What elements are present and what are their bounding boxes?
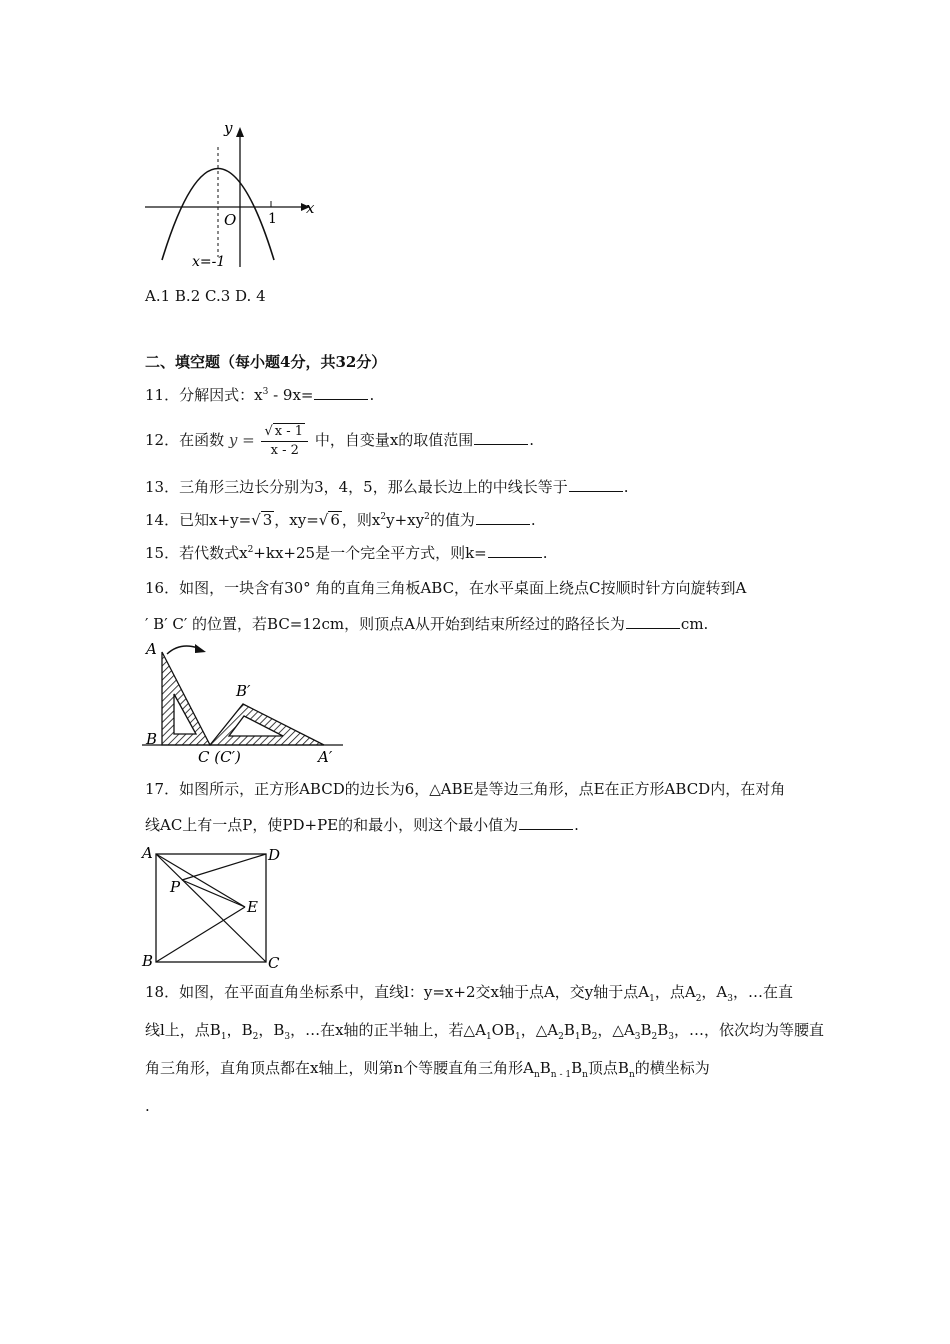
label-a: A: [142, 844, 153, 862]
segment-pe: [182, 880, 245, 907]
q18-text: B: [580, 1021, 592, 1039]
q18-sub: n: [533, 1070, 540, 1080]
question-18-line1: [145, 982, 793, 1002]
q15-pre: 15．若代数式x: [145, 544, 248, 562]
q18-text: 角三角形，直角顶点都在x轴上，则第n个等腰直角三角形A: [145, 1059, 534, 1077]
q10-options: A.1 B.2 C.3 D. 4: [145, 287, 266, 305]
segment-pd: [182, 854, 266, 880]
label-a-prime: A′: [318, 748, 333, 766]
q18-sub: 2: [591, 1032, 598, 1042]
q12-y: y =: [228, 431, 255, 449]
q18-text: ，B: [258, 1021, 285, 1039]
question-17-line2: [145, 815, 579, 835]
q14-mid: ，xy=: [274, 511, 319, 529]
q18-text: B: [539, 1059, 551, 1077]
triangle-rotation-figure: [140, 638, 350, 768]
label-a: A: [146, 640, 157, 658]
q18-text: 18．如图，在平面直角坐标系中，直线l：y=x+2交x轴于点A，交y轴于点A: [145, 983, 650, 1001]
question-18-line3: [145, 1058, 710, 1078]
q18-sub: n - 1: [550, 1070, 572, 1080]
q18-text: 顶点B: [587, 1059, 629, 1077]
rotation-arrow: [167, 646, 198, 654]
q18-sub: n: [582, 1070, 588, 1080]
answer-blank[interactable]: [569, 477, 623, 492]
q15-post: +kx+25是一个完全平方式，则k=: [253, 544, 487, 562]
q14-r1: 3: [262, 511, 273, 529]
q18-sub: 2: [695, 994, 702, 1004]
q18-text: B: [640, 1021, 652, 1039]
q11-pre: 11．分解因式：x: [145, 386, 263, 404]
q18-text: ，B: [226, 1021, 253, 1039]
triangle-abc: [162, 652, 210, 745]
question-11: [145, 385, 374, 405]
q18-text: B: [571, 1059, 583, 1077]
answer-blank[interactable]: [626, 614, 680, 629]
q14-end: .: [530, 511, 536, 529]
y-axis-arrow: [236, 127, 244, 137]
q18-text: ，A: [701, 983, 728, 1001]
q17-line2-pre: 线AC上有一点P，使PD+PE的和最小，则这个最小值为: [145, 816, 519, 834]
q18-text: ，△A: [597, 1021, 635, 1039]
q11-post: - 9x=: [268, 386, 314, 404]
q14-post: 的值为: [429, 511, 475, 529]
q12-post: 中，自变量x的取值范围: [314, 431, 474, 449]
q18-text: ，…在x轴的正半轴上，若△A: [290, 1021, 486, 1039]
q18-text: ，△A: [520, 1021, 559, 1039]
q18-sub: 2: [558, 1032, 564, 1042]
q11-end: .: [369, 386, 375, 404]
q18-sub: 1: [649, 994, 655, 1004]
q13-end: .: [623, 478, 629, 496]
label-d: D: [268, 846, 281, 864]
q14-mid3: y+xy: [386, 511, 425, 529]
q18-text: B: [657, 1021, 669, 1039]
answer-blank[interactable]: [519, 815, 573, 830]
q18-sub: 1: [574, 1032, 581, 1042]
question-16-line1: 16．如图，一块含有30° 角的直角三角板ABC，在水平桌面上绕点C按顺时针方向旋转到A: [145, 579, 747, 597]
question-14: 14．已知x+y=√ 3 ，xy=√ 6 ，则$x^2y+xy^2$的值为 .: [145, 511, 536, 529]
q18-sub: 3: [668, 1032, 675, 1042]
rotation-arrow-head: [195, 644, 206, 653]
question-18-line4: .: [145, 1097, 150, 1115]
q18-sub: 1: [485, 1032, 492, 1042]
answer-blank[interactable]: [474, 430, 528, 445]
q16-line2-end: cm.: [680, 615, 709, 633]
q18-text: OB: [491, 1021, 515, 1039]
q12-end: .: [529, 431, 535, 449]
question-16-line2: [145, 614, 708, 634]
q18-text: ，…，依次均为等腰直: [674, 1021, 825, 1039]
triangle-a2b2c2: [210, 704, 324, 745]
q18-sub: n: [628, 1070, 635, 1080]
label-origin: O: [224, 211, 237, 229]
q18-sub: 3: [727, 994, 733, 1004]
q15-sup: 2: [247, 545, 254, 555]
question-13: [145, 477, 629, 497]
label-b: B: [142, 952, 154, 970]
q14-mid2: ，则x: [341, 511, 381, 529]
q12-num: x - 1: [274, 423, 304, 439]
question-15: [145, 543, 548, 563]
q14-r2: 6: [330, 511, 340, 529]
q11-sup: 3: [262, 387, 269, 397]
label-b: B: [146, 730, 158, 748]
q18-sub: 1: [515, 1032, 521, 1042]
q14-pre: 14．已知x+y=: [145, 511, 252, 529]
q16-line2-pre: ′ B′ C′ 的位置，若BC=12cm，则顶点A从开始到结束所经过的路径长为: [145, 615, 625, 633]
parabola-figure: [140, 115, 325, 275]
question-18-line2: [145, 1020, 824, 1040]
q13-text: 13．三角形三边长分别为3，4，5，那么最长边上的中线长等于: [145, 478, 568, 496]
q18-text: 的横坐标为: [634, 1059, 710, 1077]
label-c: C (C′): [198, 748, 241, 766]
label-y: y: [224, 119, 233, 137]
label-x: x: [306, 199, 315, 217]
answer-blank[interactable]: [488, 543, 542, 558]
label-axis-eq: x=-1: [192, 254, 226, 270]
q15-end: .: [542, 544, 548, 562]
q18-text: ，…在直: [733, 983, 794, 1001]
q18-sub: 1: [220, 1032, 227, 1042]
answer-blank[interactable]: [476, 510, 530, 525]
question-12: [145, 418, 534, 462]
q14-s1: 2: [380, 512, 387, 522]
q18-sub: 2: [252, 1032, 259, 1042]
label-e: E: [247, 898, 258, 916]
q17-line2-end: .: [574, 816, 579, 834]
q18-text: ，点A: [654, 983, 696, 1001]
label-p: P: [170, 878, 181, 896]
q12-fraction: $\frac{√ x - 1}{x - 2}$: [261, 423, 308, 460]
q12-pre: 12．在函数: [145, 431, 225, 449]
q18-sub: 2: [651, 1032, 658, 1042]
q12-den: x - 2: [270, 442, 299, 458]
section-title: 二、填空题（每小题4分，共32分）: [145, 353, 387, 371]
segment-be: [156, 907, 245, 962]
label-b-prime: B′: [236, 682, 251, 700]
label-one: 1: [268, 211, 277, 227]
label-c: C: [268, 954, 280, 972]
q18-sub: 3: [284, 1032, 291, 1042]
q14-s2: 2: [424, 512, 430, 522]
answer-blank[interactable]: [314, 385, 368, 400]
square-figure: [140, 842, 290, 972]
q18-text: 线l上，点B: [145, 1021, 221, 1039]
question-17-line1: 17．如图所示，正方形ABCD的边长为6，△ABE是等边三角形，点E在正方形ABCD内，在对角: [145, 780, 786, 798]
q18-sub: 3: [634, 1032, 641, 1042]
q18-text: B: [563, 1021, 575, 1039]
